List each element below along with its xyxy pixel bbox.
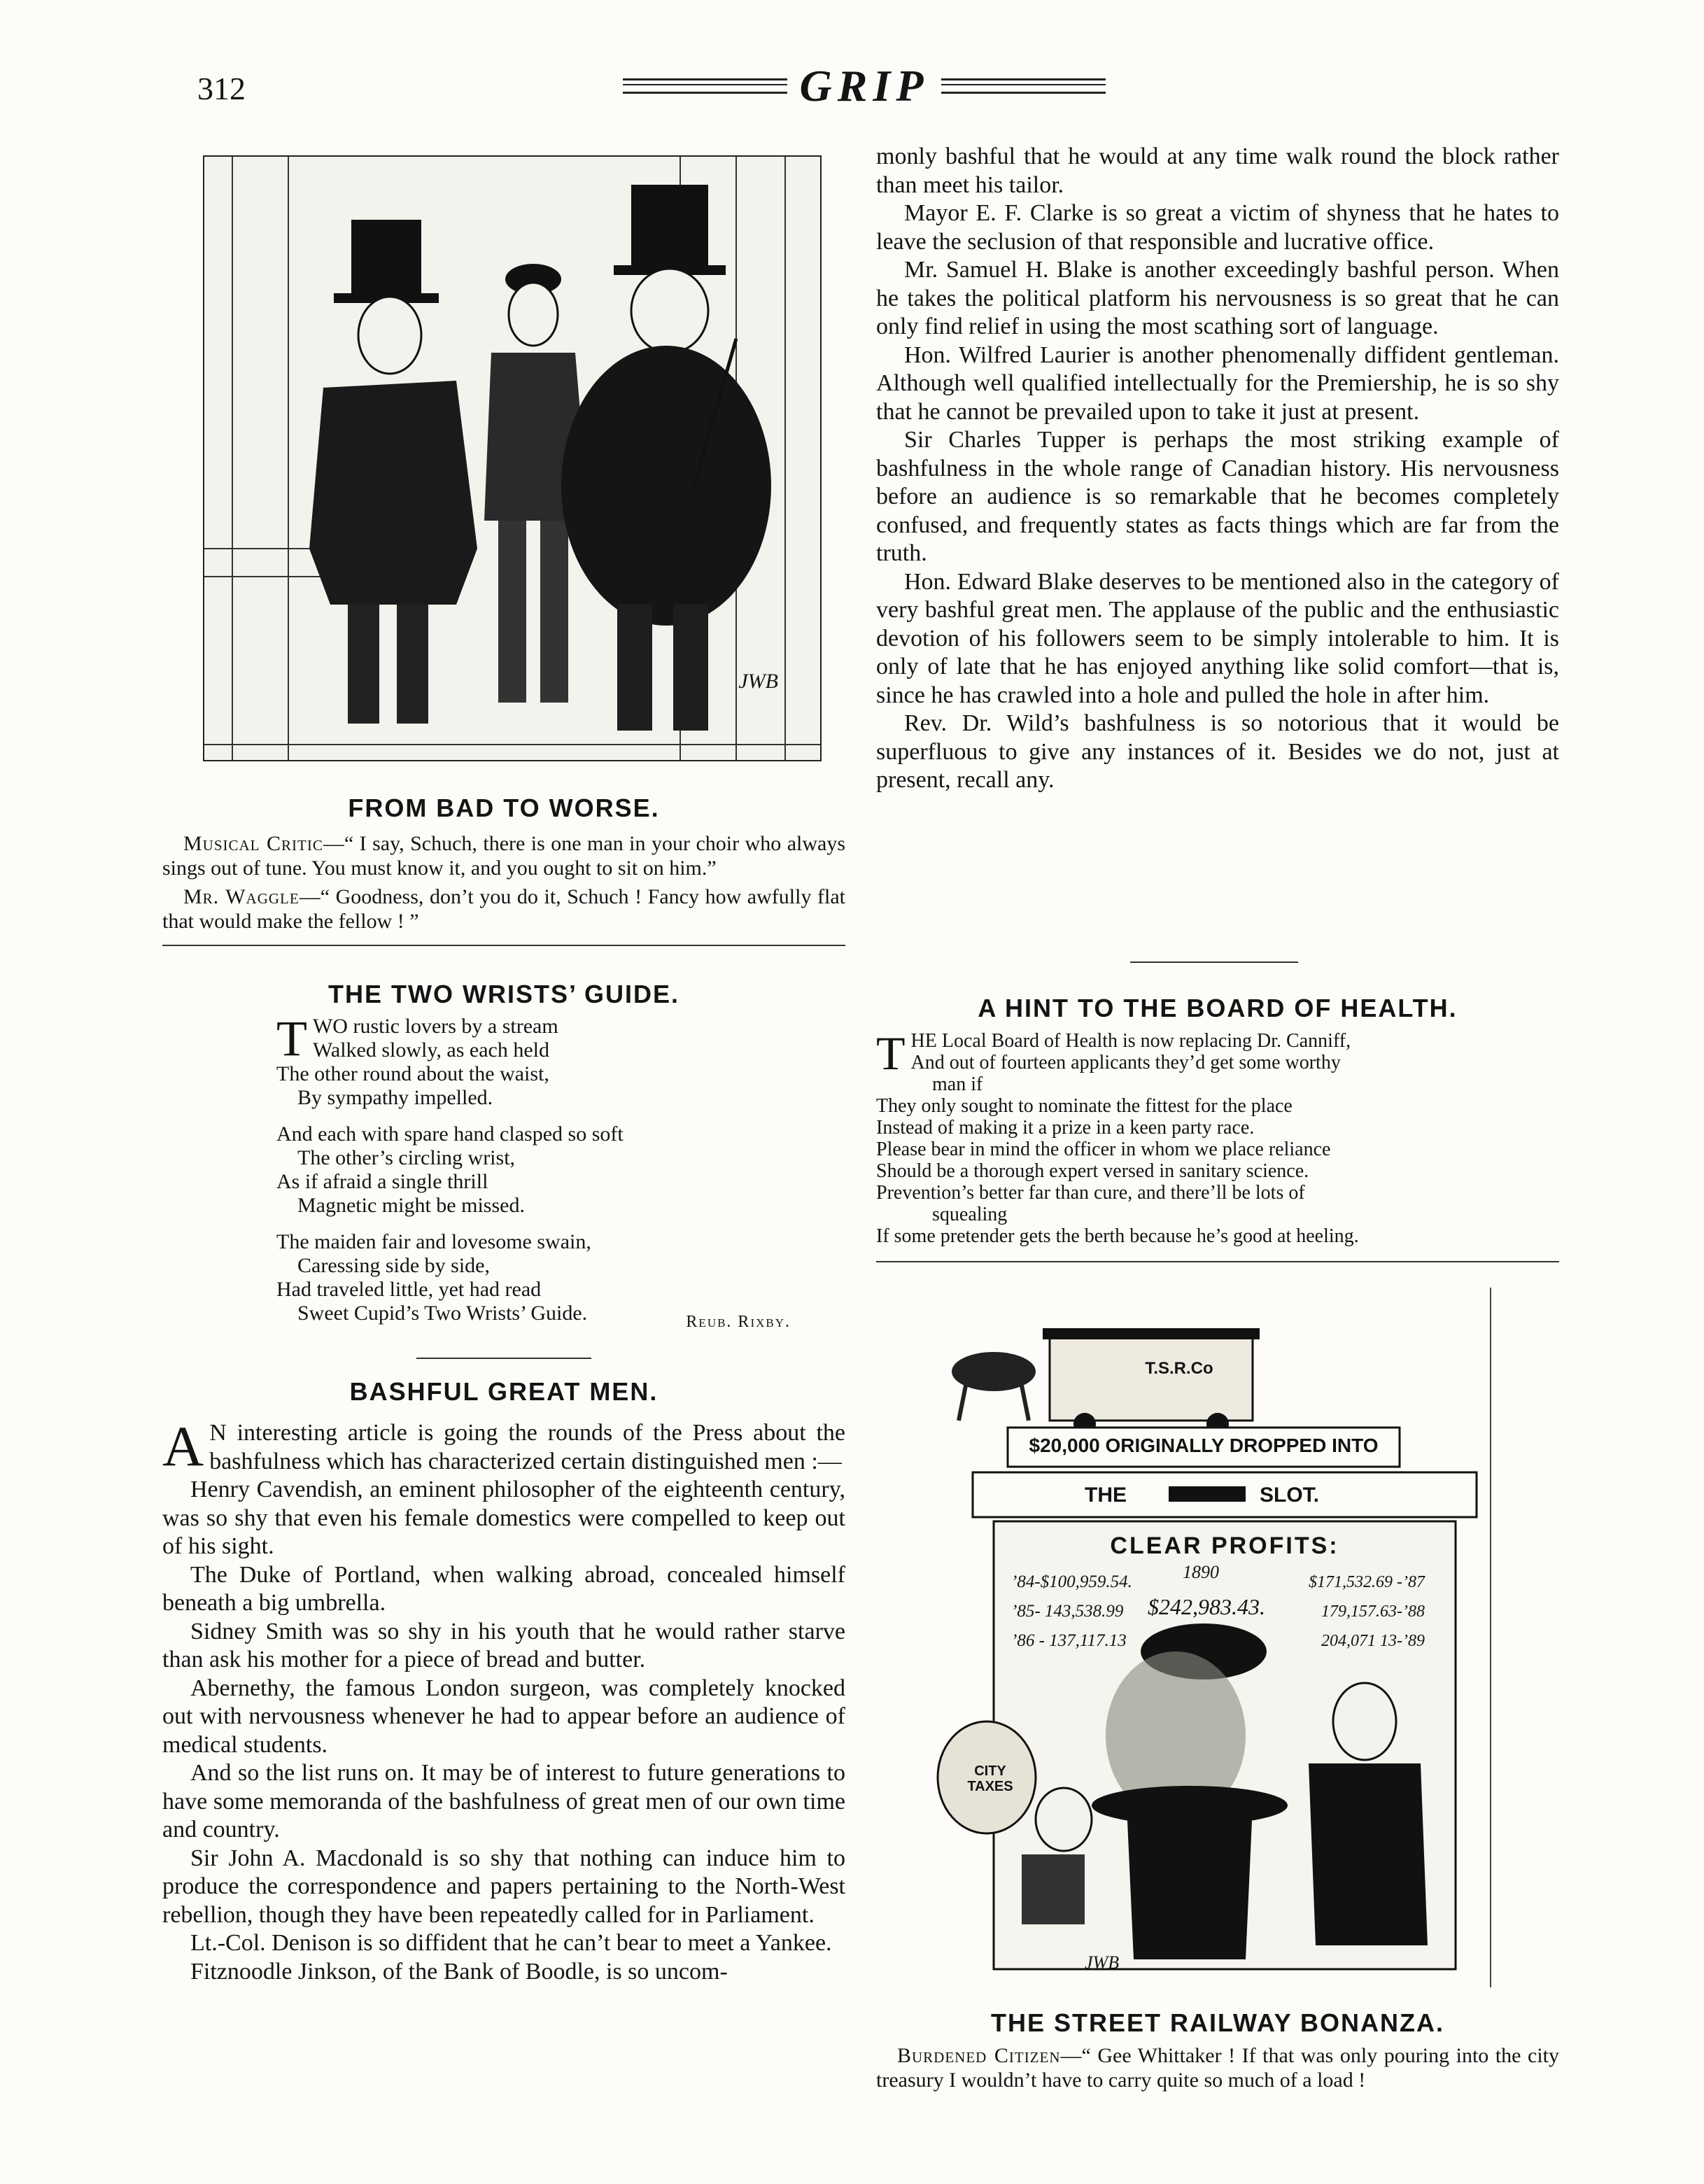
masthead <box>623 62 1106 111</box>
article-paragraph: Henry Cavendish, an eminent philosopher of the eighteenth century, was so shy that even his female domestics were compelled to keep out of his sight. <box>162 1477 845 1559</box>
article-paragraph: Hon. Wilfred Laurier is another phenomenally diffident gentleman. Although well qualified intellectually for the Premiership, he is so shy that he cannot be prevailed upon to take it just at present. <box>876 341 1559 425</box>
cartoon-signature: JWB <box>738 670 778 693</box>
article-paragraph: Mr. Samuel H. Blake is another exceedingly bashful person. When he takes the political platform his nervousness is so great that he can only find relief in using the most scathing sort of language. <box>876 257 1559 339</box>
poem-body <box>276 1010 724 1338</box>
article-body-left <box>162 1414 845 1986</box>
article-body-right <box>876 143 1559 795</box>
page-number: 312 <box>197 71 246 106</box>
cartoon2-signature: JWB <box>1085 1952 1120 1973</box>
profits-center-year: 1890 <box>1183 1562 1219 1582</box>
poem-stanza-2: And each with spare hand clasped so soft The other’s circling wrist, As if afraid a single thrill Magnetic might be missed. <box>276 1122 624 1217</box>
divider <box>1130 961 1298 963</box>
masthead-rule-left <box>623 78 787 94</box>
health-dropcap: T <box>876 1027 906 1080</box>
divider <box>162 945 845 946</box>
cartoon-banner: $20,000 ORIGINALLY DROPPED INTO <box>1029 1435 1379 1456</box>
sack-label: CITY TAXES <box>967 1763 1013 1794</box>
caption-line-1: Musical Critic—“ I say, Schuch, there is one man in your choir who always sings out of tune. You must know it, and you ought to sit on him.” <box>162 832 845 880</box>
poem-author: Reub. Rixby. <box>686 1313 791 1331</box>
cartoon1-caption <box>162 831 845 934</box>
divider <box>876 1261 1559 1262</box>
health-title: A HINT TO THE BOARD OF HEALTH. <box>978 994 1458 1022</box>
cartoon-street-railway <box>917 1288 1526 1987</box>
article-title: BASHFUL GREAT MEN. <box>349 1377 659 1406</box>
article-paragraph: Sir Charles Tupper is perhaps the most striking example of bashfulness in the whole range of Canadian history. His nervousness before an audience is so remarkable that he becomes completely confused, and frequently states as facts things which are far from the truth. <box>876 427 1559 566</box>
article-paragraph: Sir John A. Macdonald is so shy that nothing can induce him to produce the correspondence and papers pertaining to the North-West rebellion, though they have been repeatedly called for in Parliament. <box>162 1845 845 1928</box>
article-dropcap: A <box>162 1414 204 1478</box>
article-paragraph: Fitznoodle Jinkson, of the Bank of Boodle, is so uncom- <box>190 1958 728 1985</box>
article-paragraph: monly bashful that he would at any time walk round the block rather than meet his tailor. <box>876 143 1559 198</box>
poem-dropcap: T <box>276 1010 307 1066</box>
cartoon2-title: THE STREET RAILWAY BONANZA. <box>990 2008 1445 2037</box>
cartoon1-title: FROM BAD TO WORSE. <box>348 794 660 822</box>
cartoon2-caption <box>876 2043 1559 2092</box>
profits-center-value: $242,983.43. <box>1148 1594 1265 1619</box>
cartoon-from-bad-to-worse <box>203 155 822 761</box>
cartoon-men-drawing <box>204 157 820 760</box>
poem-title: THE TWO WRISTS’ GUIDE. <box>328 980 680 1008</box>
article-paragraph: Abernethy, the famous London surgeon, was completely knocked out with nervousness whenever he had to appear before an audience of medical students. <box>162 1675 845 1758</box>
masthead-title: GRIP <box>799 61 929 111</box>
caption-line: Burdened Citizen—“ Gee Whittaker ! If that was only pouring into the city treasury I wouldn’t have to carry quite so much of a load ! <box>876 2044 1559 2092</box>
article-paragraph: Mayor E. F. Clarke is so great a victim of shyness that he hates to leave the seclusion of that responsible and lucrative office. <box>876 200 1559 255</box>
divider <box>416 1358 591 1359</box>
profits-right: $171,532.69 -’87 179,157.63-’88 204,071 13-’89 <box>1309 1573 1425 1650</box>
article-paragraph: A N interesting article is going the rounds of the Press about the bashfulness which has characterized certain distinguished men :— <box>162 1414 845 1478</box>
poem-stanza-3: The maiden fair and lovesome swain, Caressing side by side, Had traveled little, yet had read Sweet Cupid’s Two Wrists’ Guide. <box>276 1230 591 1325</box>
caption-line-2: Mr. Waggle—“ Goodness, don’t you do it, Schuch ! Fancy how awfully flat that would make the fellow ! ” <box>162 885 845 933</box>
article-paragraph: Sidney Smith was so shy in his youth that he would rather starve than ask his mother for a piece of bread and butter. <box>162 1618 845 1672</box>
slot-label-right: SLOT. <box>1260 1484 1320 1507</box>
article-paragraph: The Duke of Portland, when walking abroad, concealed himself beneath a big umbrella. <box>162 1561 845 1616</box>
tram-label: T.S.R.Co <box>1145 1359 1213 1378</box>
slot-label-left: THE <box>1085 1484 1127 1507</box>
masthead-rule-right <box>941 78 1106 94</box>
poem-stanza-1: T WO rustic lovers by a stream Walked slowly, as each held The other round about the waist, By sympathy impelled. <box>276 1010 558 1109</box>
article-paragraph: Rev. Dr. Wild’s bashfulness is so notorious that it would be superfluous to give any instances of it. Besides we do not, just at present, recall any. <box>876 710 1559 793</box>
article-paragraph: Hon. Edward Blake deserves to be mentioned also in the category of very bashful great men. The applause of the public and the enthusiastic devotion of his followers seem to be simply intolerable to him. It is only of late that he has enjoyed anything like solid comfort—that is, since he has crawled into a hole and pulled the hole in after him. <box>876 568 1559 708</box>
article-paragraph: And so the list runs on. It may be of interest to future generations to have some memoranda of the bashfulness of great men of our own time and country. <box>162 1760 845 1843</box>
article-paragraph: Lt.-Col. Denison is so diffident that he can’t bear to meet a Yankee. <box>190 1930 832 1956</box>
cartoon-railway-drawing <box>917 1288 1526 1987</box>
profits-title: CLEAR PROFITS: <box>1110 1533 1339 1559</box>
profits-left: ’84-$100,959.54. ’85- 143,538.99 ’86 - 137,117.13 <box>1011 1572 1132 1650</box>
health-poem: T HE Local Board of Health is now replacing Dr. Canniff, And out of fourteen applicants they’d get some worthy man if They only sought to nominate the fittest for the place Instead of making it a prize in a keen party race. Please bear in mind the officer in whom we place reliance Should be a thorough expert versed in sanitary science. Prevention’s better far than cure, and there’ll be lots of squealing If some pretender gets the berth because he’s good at heeling. <box>876 1027 1359 1247</box>
